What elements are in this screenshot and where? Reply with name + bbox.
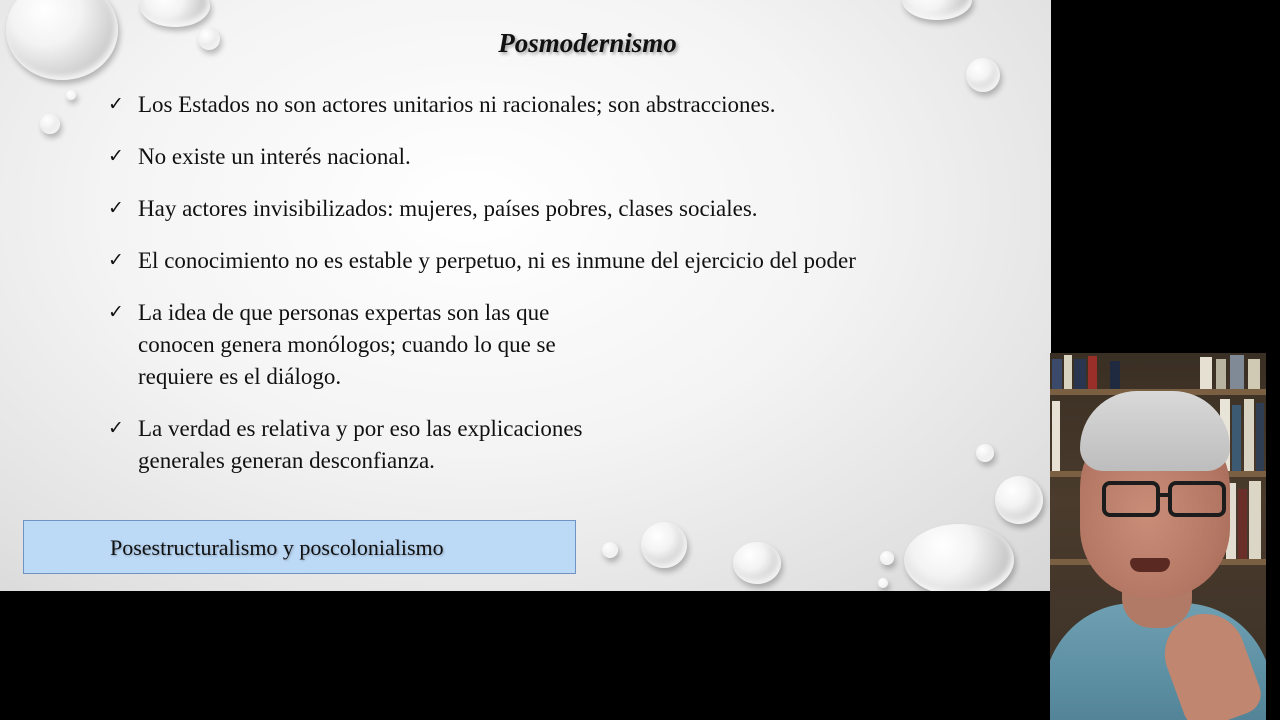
water-drop-decoration bbox=[966, 58, 1000, 92]
bullet-text: La idea de que personas expertas son las que conocen genera monólogos; cuando lo que se requiere es el diálogo. bbox=[138, 300, 556, 389]
presenter-webcam bbox=[1050, 353, 1266, 720]
book-row bbox=[1050, 353, 1266, 389]
book bbox=[1052, 359, 1062, 389]
book bbox=[1052, 401, 1060, 471]
bullet-list bbox=[108, 89, 856, 497]
checkmark-icon: ✓ bbox=[108, 197, 124, 219]
bullet-text: Los Estados no son actores unitarios ni racionales; son abstracciones. bbox=[138, 92, 776, 117]
water-drop-decoration bbox=[66, 90, 76, 100]
book bbox=[1074, 359, 1086, 389]
water-drop-decoration bbox=[878, 578, 888, 588]
bullet-item bbox=[108, 245, 856, 277]
water-drop-decoration bbox=[976, 444, 994, 462]
water-drop-decoration bbox=[995, 476, 1043, 524]
slide-title: Posmodernismo bbox=[498, 28, 677, 58]
checkmark-icon: ✓ bbox=[108, 145, 124, 167]
bullet-text: No existe un interés nacional. bbox=[138, 144, 411, 169]
book bbox=[1110, 361, 1120, 389]
water-drop-decoration bbox=[904, 524, 1014, 591]
water-drop-decoration bbox=[902, 0, 972, 20]
next-topic-button[interactable]: Posestructuralismo y poscolonialismo bbox=[23, 520, 576, 574]
book bbox=[1230, 355, 1244, 389]
book bbox=[1232, 405, 1241, 471]
book bbox=[1238, 489, 1247, 559]
bullet-item bbox=[108, 193, 856, 225]
water-drop-decoration bbox=[40, 114, 60, 134]
water-drop-decoration bbox=[602, 542, 618, 558]
book bbox=[1248, 359, 1260, 389]
bullet-text: La verdad es relativa y por eso las explicaciones generales generan desconfianza. bbox=[138, 416, 583, 473]
checkmark-icon: ✓ bbox=[108, 417, 124, 439]
presenter-mouth bbox=[1130, 558, 1170, 572]
glasses-lens-right bbox=[1168, 481, 1226, 517]
bullet-item bbox=[108, 141, 856, 173]
book bbox=[1244, 399, 1254, 471]
glasses-bridge bbox=[1158, 493, 1170, 497]
bullet-item bbox=[108, 297, 856, 393]
water-drop-decoration bbox=[140, 0, 210, 27]
book bbox=[1216, 359, 1226, 389]
water-drop-decoration bbox=[880, 551, 894, 565]
bullet-text: Hay actores invisibilizados: mujeres, países pobres, clases sociales. bbox=[138, 196, 758, 221]
checkmark-icon: ✓ bbox=[108, 249, 124, 271]
checkmark-icon: ✓ bbox=[108, 301, 124, 323]
book bbox=[1088, 356, 1097, 389]
bullet-item bbox=[108, 89, 856, 121]
bullet-text: El conocimiento no es estable y perpetuo, ni es inmune del ejercicio del poder bbox=[138, 248, 856, 273]
book bbox=[1200, 357, 1212, 389]
book bbox=[1064, 355, 1072, 389]
checkmark-icon: ✓ bbox=[108, 93, 124, 115]
presenter-hair bbox=[1080, 391, 1230, 471]
book bbox=[1249, 481, 1261, 559]
water-drop-decoration bbox=[733, 542, 781, 584]
water-drop-decoration bbox=[641, 522, 687, 568]
glasses-lens-left bbox=[1102, 481, 1160, 517]
bullet-item bbox=[108, 413, 856, 477]
book bbox=[1256, 403, 1264, 471]
